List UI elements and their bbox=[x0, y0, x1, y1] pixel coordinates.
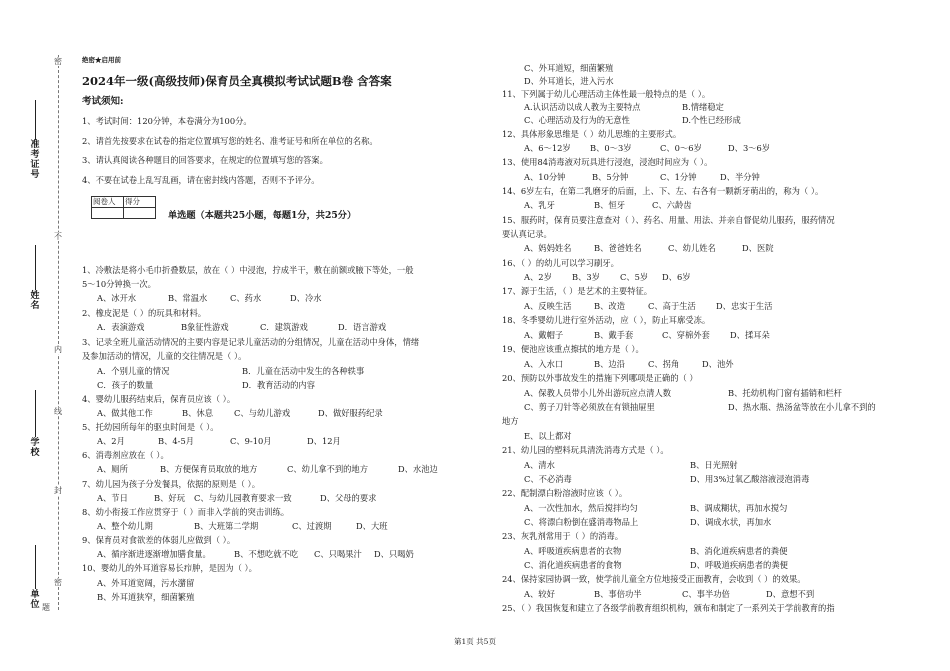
q5-option-b[interactable]: B、4-5月 bbox=[158, 436, 195, 446]
q22-option-d[interactable]: D、调成水状，再加水 bbox=[690, 517, 772, 527]
q20-option-d[interactable]: D、热水瓶、热汤盆等放在小儿拿不到的 bbox=[728, 402, 876, 412]
q7-option-b[interactable]: B、好玩 bbox=[154, 493, 185, 503]
name-label: 姓名 bbox=[30, 291, 40, 311]
q9-option-b[interactable]: B、不想吃就不吃 bbox=[234, 549, 299, 559]
q24-option-b[interactable]: B、事倍功半 bbox=[594, 589, 642, 599]
q12-option-b[interactable]: B、0～3岁 bbox=[590, 143, 632, 153]
q4-option-a[interactable]: A、做其他工作 bbox=[97, 408, 153, 418]
q15-option-c[interactable]: C、幼儿姓名 bbox=[668, 243, 716, 253]
question-5: 5、托幼园所每年的驱虫时间是（ ）。 bbox=[82, 422, 219, 432]
notice-title: 考试须知: bbox=[82, 96, 124, 107]
notice-3: 3、请认真阅读各种题目的回答要求，在规定的位置填写您的答案。 bbox=[82, 155, 328, 165]
school-field[interactable] bbox=[35, 390, 36, 437]
q5-option-c[interactable]: C、9-10月 bbox=[230, 436, 272, 446]
q3-option-d[interactable]: D．教育活动的内容 bbox=[242, 380, 316, 390]
question-7: 7、幼儿园为孩子分发餐具，依据的原则是（ ）。 bbox=[82, 479, 261, 489]
grader-input[interactable] bbox=[92, 208, 124, 219]
q19-option-d[interactable]: D、池外 bbox=[702, 359, 734, 369]
question-12: 12、具体形象思维是（ ）幼儿思维的主要形式。 bbox=[502, 129, 682, 139]
q17-option-d[interactable]: D、忠实于生活 bbox=[716, 301, 773, 311]
cut-char: 内 bbox=[54, 345, 62, 354]
q17-option-c[interactable]: C、高于生活 bbox=[648, 301, 696, 311]
q1-option-d[interactable]: D、冷水 bbox=[290, 293, 322, 303]
q21-option-d[interactable]: D、用3%过氧乙酸溶液浸泡消毒 bbox=[690, 474, 810, 484]
q13-option-a[interactable]: A、10分钟 bbox=[524, 172, 566, 182]
q18-option-d[interactable]: D、揉耳朵 bbox=[730, 330, 770, 340]
page-footer: 第1页 共5页 bbox=[454, 637, 496, 646]
q10-option-c[interactable]: C、外耳道短，细菌繁殖 bbox=[524, 63, 614, 73]
q11-option-d[interactable]: D.个性已经形成 bbox=[682, 115, 741, 125]
question-20: 20、预防以外事故发生的措施下列哪项是正确的（ ） bbox=[502, 373, 698, 383]
q8-option-c[interactable]: C、过渡期 bbox=[292, 521, 332, 531]
q2-option-a[interactable]: A．表演游戏 bbox=[97, 322, 145, 332]
q16-option-c[interactable]: C、5岁 bbox=[620, 272, 649, 282]
seal-line bbox=[58, 55, 59, 610]
q14-option-b[interactable]: B、恒牙 bbox=[594, 200, 625, 210]
q23-option-a[interactable]: A、呼吸道疾病患者的衣物 bbox=[524, 546, 622, 556]
q7-option-c[interactable]: C、与幼儿园教育要求一致 bbox=[194, 493, 292, 503]
q14-option-a[interactable]: A、乳牙 bbox=[524, 200, 555, 210]
q6-option-b[interactable]: B、方便保育员取放的地方 bbox=[160, 464, 258, 474]
q15-option-d[interactable]: D、医院 bbox=[742, 243, 774, 253]
q16-option-d[interactable]: D、6岁 bbox=[662, 272, 691, 282]
q12-option-a[interactable]: A、6～12岁 bbox=[524, 143, 571, 153]
q19-option-b[interactable]: B、边沿 bbox=[594, 359, 625, 369]
q5-option-a[interactable]: A、2月 bbox=[97, 436, 125, 446]
q10-option-b[interactable]: B、外耳道狭窄，细菌繁殖 bbox=[97, 592, 195, 602]
notice-1: 1、考试时间：120分钟，本卷满分为100分。 bbox=[82, 116, 252, 126]
q16-option-b[interactable]: B、3岁 bbox=[572, 272, 600, 282]
q10-option-a[interactable]: A、外耳道宽阔，污水潴留 bbox=[97, 578, 195, 588]
question-6: 6、消毒剂应放在（ ）。 bbox=[82, 450, 169, 460]
q12-option-c[interactable]: C、0～6岁 bbox=[660, 143, 702, 153]
q6-option-a[interactable]: A、厕所 bbox=[97, 464, 128, 474]
q11-option-b[interactable]: B.情绪稳定 bbox=[682, 102, 724, 112]
cut-char: 密 bbox=[54, 578, 62, 587]
q19-option-c[interactable]: C、拐角 bbox=[648, 359, 680, 369]
q1-option-a[interactable]: A、冰开水 bbox=[97, 293, 137, 303]
q7-option-a[interactable]: A、节日 bbox=[97, 493, 128, 503]
q3-option-a[interactable]: A．个别儿童的情况 bbox=[97, 366, 170, 376]
cut-char: 封 bbox=[54, 486, 62, 495]
q22-option-a[interactable]: A、一次性加水，然后搅拌均匀 bbox=[524, 503, 638, 513]
unit-field[interactable] bbox=[35, 545, 36, 589]
q9-option-a[interactable]: A、循序渐进逐渐增加膳食量。 bbox=[97, 549, 211, 559]
q2-option-c[interactable]: C．建筑游戏 bbox=[260, 322, 308, 332]
question-2: 2、橡皮泥是（ ）的玩具和材料。 bbox=[82, 308, 207, 318]
q13-option-d[interactable]: D、半分钟 bbox=[720, 172, 760, 182]
q4-option-c[interactable]: C、与幼儿游戏 bbox=[234, 408, 291, 418]
question-21: 21、幼儿园的塑料玩具清洗消毒方式是（ ）。 bbox=[502, 445, 669, 455]
q17-option-b[interactable]: B、改造 bbox=[594, 301, 625, 311]
q18-option-b[interactable]: B、戴手套 bbox=[594, 330, 634, 340]
question-15: 15、服药时，保育员要注意查对（ ）、药名、用量、用法、并亲自督促幼儿服药，服药情况 bbox=[502, 215, 835, 225]
q1-option-c[interactable]: C、药水 bbox=[230, 293, 262, 303]
q18-option-c[interactable]: C、穿棉外套 bbox=[662, 330, 710, 340]
q21-option-b[interactable]: B、日光照射 bbox=[690, 460, 738, 470]
q10-option-d[interactable]: D、外耳道长，进入污水 bbox=[524, 76, 614, 86]
question-13: 13、使用84消毒液对玩具进行浸泡，浸泡时间应为（ ）。 bbox=[502, 157, 713, 167]
score-cell: 得分 bbox=[124, 197, 156, 208]
q6-option-d[interactable]: D、水池边 bbox=[398, 464, 438, 474]
q24-option-d[interactable]: D、意想不到 bbox=[766, 589, 815, 599]
q21-option-c[interactable]: C、不必消毒 bbox=[524, 474, 572, 484]
question-15-cont: 要认真记录。 bbox=[502, 229, 552, 239]
question-24: 24、保持家园协调一致，使学前儿童全方位地接受正面教育，会收到（ ）的效果。 bbox=[502, 574, 806, 584]
notice-4: 4、不要在试卷上乱写乱画，请在密封线内答题，否则不予评分。 bbox=[82, 175, 320, 185]
q2-option-b[interactable]: B象征性游戏 bbox=[181, 322, 229, 332]
notice-2: 2、请首先按要求在试卷的指定位置填写您的姓名、准考证号和所在单位的名称。 bbox=[82, 136, 378, 146]
question-23: 23、灰乳剂常用于（ ）的消毒。 bbox=[502, 531, 624, 541]
question-22: 22、配制漂白粉溶液时应该（ ）。 bbox=[502, 488, 628, 498]
q19-option-a[interactable]: A、入水口 bbox=[524, 359, 564, 369]
q7-option-d[interactable]: D、父母的要求 bbox=[320, 493, 377, 503]
q8-option-b[interactable]: B、大班第二学期 bbox=[194, 521, 259, 531]
grader-cell: 阅卷人 bbox=[92, 197, 124, 208]
cut-char: 不 bbox=[54, 232, 62, 241]
name-field[interactable] bbox=[35, 245, 36, 290]
question-25: 25、（ ）我国恢复和建立了各级学前教育组织机构，颁布和制定了一系列关于学前教育的指 bbox=[502, 603, 835, 613]
question-10: 10、婴幼儿的外耳道容易长疖肿，是因为（ ）。 bbox=[82, 563, 257, 573]
question-3-cont: 及参加活动的情况，儿童的交往情况是（ ）。 bbox=[82, 351, 247, 361]
q1-option-b[interactable]: B、常温水 bbox=[168, 293, 208, 303]
q20-option-c[interactable]: C、剪子刀针等必须放在有锁抽屉里 bbox=[524, 402, 655, 412]
margin-note: 题 bbox=[42, 603, 50, 612]
question-18: 18、冬季婴幼儿进行室外活动，应（ ），防止耳廓受冻。 bbox=[502, 315, 711, 325]
question-8: 8、幼小衔接工作应贯穿于（ ）而非入学前的突击训练。 bbox=[82, 507, 290, 517]
q14-option-c[interactable]: C、六龄齿 bbox=[652, 200, 692, 210]
exam-number-label: 准考证号 bbox=[30, 140, 40, 180]
q11-option-c[interactable]: C、心理活动及行为的无意性 bbox=[524, 115, 630, 125]
q21-option-a[interactable]: A、清水 bbox=[524, 460, 555, 470]
q9-option-d[interactable]: D、只喝奶 bbox=[374, 549, 414, 559]
q23-option-d[interactable]: D、呼吸道疾病患者的粪便 bbox=[690, 560, 788, 570]
q20-option-b[interactable]: B、托幼机构门窗有插销和栏杆 bbox=[728, 388, 842, 398]
q12-option-d[interactable]: D、3～6岁 bbox=[728, 143, 771, 153]
binding-margin bbox=[0, 0, 72, 671]
question-4: 4、婴幼儿服药结束后，保育员应该（ ）。 bbox=[82, 394, 236, 404]
q2-option-d[interactable]: D．语言游戏 bbox=[338, 322, 387, 332]
q22-option-c[interactable]: C、将漂白粉倒在盛消毒物品上 bbox=[524, 517, 639, 527]
question-9: 9、保育员对食欲差的体弱儿应做到（ ）。 bbox=[82, 535, 236, 545]
question-17: 17、源于生活，（ ）是艺术的主要特征。 bbox=[502, 286, 653, 296]
question-1-cont: 5～10分钟换一次。 bbox=[82, 279, 156, 289]
question-19: 19、便池应该重点擦拭的地方是（ ）。 bbox=[502, 344, 644, 354]
q11-option-a[interactable]: A.认识活动以成人教为主要特点 bbox=[524, 102, 641, 112]
q4-option-b[interactable]: B、休息 bbox=[182, 408, 213, 418]
q24-option-c[interactable]: C、事半功倍 bbox=[682, 589, 730, 599]
q18-option-a[interactable]: A、戴帽子 bbox=[524, 330, 564, 340]
q24-option-a[interactable]: A、较好 bbox=[524, 589, 555, 599]
q16-option-a[interactable]: A、2岁 bbox=[524, 272, 552, 282]
exam-number-field[interactable] bbox=[35, 100, 36, 140]
q13-option-c[interactable]: C、1分钟 bbox=[660, 172, 697, 182]
score-table bbox=[91, 196, 156, 219]
question-11: 11、下列属于幼儿心理活动主体性最一般特点的是（ ）。 bbox=[502, 89, 711, 99]
q22-option-b[interactable]: B、调成糊状，再加水搅匀 bbox=[690, 503, 788, 513]
q8-option-d[interactable]: D、大班 bbox=[356, 521, 388, 531]
q8-option-a[interactable]: A、整个幼儿期 bbox=[97, 521, 153, 531]
q13-option-b[interactable]: B、5分钟 bbox=[592, 172, 629, 182]
q20-option-a[interactable]: A、保教人员带小儿外出游玩应点清人数 bbox=[524, 388, 672, 398]
q5-option-d[interactable]: D、12月 bbox=[307, 436, 341, 446]
q3-option-c[interactable]: C．孩子的数量 bbox=[97, 380, 154, 390]
q9-option-c[interactable]: C、只喝果汁 bbox=[314, 549, 362, 559]
secret-mark: 绝密★启用前 bbox=[82, 56, 121, 64]
question-16: 16、（ ）的幼儿可以学习刷牙。 bbox=[502, 258, 619, 268]
q6-option-c[interactable]: C、幼儿拿不到的地方 bbox=[287, 464, 369, 474]
q23-option-c[interactable]: C、消化道疾病患者的食物 bbox=[524, 560, 622, 570]
unit-label: 单位 bbox=[30, 590, 40, 610]
school-label: 学校 bbox=[30, 438, 40, 458]
score-input[interactable] bbox=[124, 208, 156, 219]
q23-option-b[interactable]: B、消化道疾病患者的粪便 bbox=[690, 546, 788, 556]
question-1: 1、冷敷法是将小毛巾折叠数层，放在（ ）中浸泡，拧成半干，敷在前额或腋下等处，一般 bbox=[82, 265, 414, 275]
section-heading: 单选题（本题共25小题，每题1分，共25分） bbox=[168, 210, 357, 221]
q15-option-b[interactable]: B、爸爸姓名 bbox=[594, 243, 642, 253]
question-14: 14、6岁左右，在第二乳磨牙的后面，上、下、左、右各有一颗新牙萌出的，称为（ ）。 bbox=[502, 186, 824, 196]
exam-title: 2024年一级(高级技师)保育员全真模拟考试试题B卷 含答案 bbox=[82, 74, 392, 88]
question-3: 3、记录全班儿童活动情况的主要内容是记录儿童活动的分组情况，儿童在活动中身体，情绪 bbox=[82, 337, 420, 347]
q17-option-a[interactable]: A、反映生活 bbox=[524, 301, 572, 311]
q3-option-b[interactable]: B．儿童在活动中发生的各种轶事 bbox=[242, 366, 365, 376]
q4-option-d[interactable]: D、做好服药纪录 bbox=[318, 408, 383, 418]
q15-option-a[interactable]: A、妈妈姓名 bbox=[524, 243, 572, 253]
cut-char: 密 bbox=[54, 57, 62, 66]
q20-option-d-cont: 地方 bbox=[502, 416, 519, 426]
cut-char: 线 bbox=[54, 407, 62, 416]
q20-option-e[interactable]: E、以上都对 bbox=[524, 431, 572, 441]
